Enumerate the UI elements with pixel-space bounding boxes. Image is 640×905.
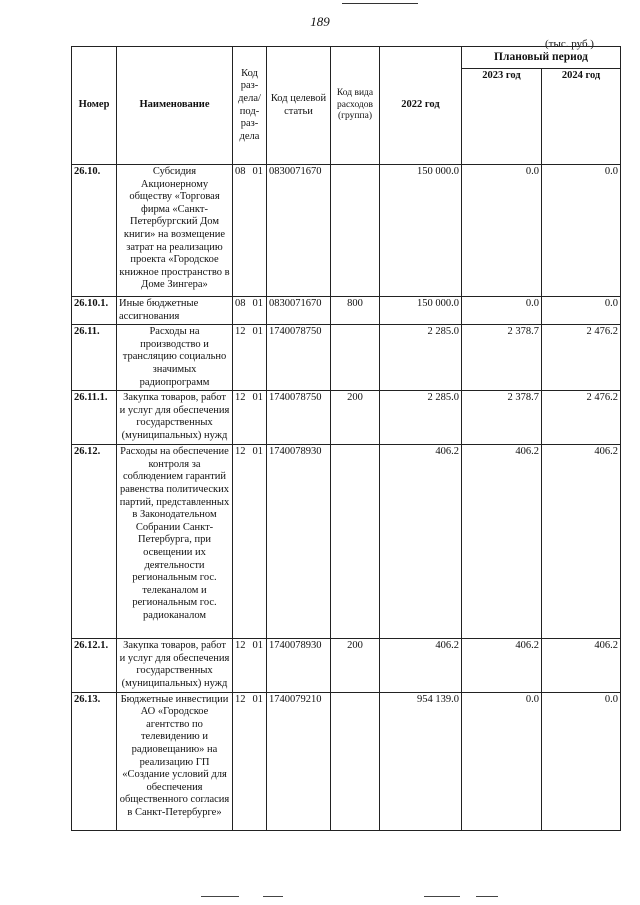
footer-rule	[476, 896, 498, 897]
row-expense-group	[331, 692, 380, 830]
row-amount-2024: 0.0	[542, 165, 621, 297]
row-amount-2022: 406.2	[380, 639, 462, 692]
footer-rule	[201, 896, 239, 897]
row-target-code: 1740078750	[267, 391, 331, 445]
table-row	[72, 692, 621, 830]
row-target-code: 0830071670	[267, 297, 331, 325]
row-section: 08	[235, 166, 246, 177]
header-year-2023: 2023 год	[462, 69, 542, 165]
header-number: Номер	[72, 47, 117, 165]
header-name: Наименование	[117, 47, 233, 165]
row-amount-2023: 2 378.7	[462, 325, 542, 391]
top-rule	[342, 3, 418, 4]
budget-table	[71, 46, 621, 831]
row-subsection: 01	[252, 392, 263, 404]
row-expense-group	[331, 165, 380, 297]
header-year-2022: 2022 год	[380, 47, 462, 165]
table-row	[72, 325, 621, 391]
row-number: 26.12.	[72, 445, 117, 639]
row-amount-2024: 0.0	[542, 297, 621, 325]
row-amount-2024: 406.2	[542, 445, 621, 639]
row-subsection: 01	[252, 693, 263, 705]
header-planned-period: Плановый период	[462, 47, 621, 69]
row-expense-group	[331, 325, 380, 391]
row-expense-group: 200	[331, 639, 380, 692]
table-row	[72, 639, 621, 692]
row-section-code	[233, 325, 267, 391]
header-expense-type: Код вида расходов (группа)	[331, 47, 380, 165]
row-amount-2022: 2 285.0	[380, 391, 462, 445]
row-subsection: 01	[252, 446, 263, 458]
row-amount-2023: 406.2	[462, 445, 542, 639]
row-expense-group	[331, 445, 380, 639]
row-subsection: 01	[252, 326, 263, 338]
row-target-code: 1740078750	[267, 325, 331, 391]
row-name: Иные бюджетные ассигнования	[117, 297, 233, 325]
row-name: Закупка товаров, работ и услуг для обеспечения государственных (муниципальных) нужд	[117, 391, 233, 445]
header-year-2024: 2024 год	[542, 69, 621, 165]
row-target-code: 1740079210	[267, 692, 331, 830]
row-number: 26.11.	[72, 325, 117, 391]
row-amount-2024: 2 476.2	[542, 391, 621, 445]
row-number: 26.13.	[72, 692, 117, 830]
row-expense-group: 800	[331, 297, 380, 325]
row-section: 12	[235, 446, 246, 458]
row-subsection: 01	[252, 640, 263, 652]
page-number: 189	[310, 14, 330, 29]
footer-rule	[424, 896, 460, 897]
row-number: 26.11.1.	[72, 391, 117, 445]
row-amount-2023: 2 378.7	[462, 391, 542, 445]
row-name: Расходы на производство и трансляцию социально значимых радиопрограмм	[117, 325, 233, 391]
row-amount-2022: 2 285.0	[380, 325, 462, 391]
table-row	[72, 165, 621, 297]
row-amount-2024: 406.2	[542, 639, 621, 692]
row-subsection: 01	[252, 166, 263, 177]
row-section-code	[233, 297, 267, 325]
row-section: 12	[235, 693, 246, 705]
unit-label: (тыс. руб.)	[545, 38, 594, 50]
table-row	[72, 297, 621, 325]
row-section-code	[233, 165, 267, 297]
row-number: 26.12.1.	[72, 639, 117, 692]
row-target-code: 1740078930	[267, 445, 331, 639]
row-section: 12	[235, 640, 246, 652]
row-number: 26.10.1.	[72, 297, 117, 325]
row-name: Бюджетные инвестиции АО «Городское агентство по телевидению и радиовещанию» на реализацию ГП «Создание условий для обеспечения общественного согласия в Санкт-Петербурге»	[117, 692, 233, 830]
row-subsection: 01	[252, 298, 263, 309]
row-section: 12	[235, 326, 246, 338]
row-number: 26.10.	[72, 165, 117, 297]
row-amount-2023: 0.0	[462, 165, 542, 297]
row-section: 12	[235, 392, 246, 404]
table-row	[72, 445, 621, 639]
row-target-code: 1740078930	[267, 639, 331, 692]
row-section-code	[233, 692, 267, 830]
row-amount-2022: 150 000.0	[380, 297, 462, 325]
header-section: Код раз-дела/ под-раз-дела	[233, 47, 267, 165]
row-name: Субсидия Акционерному обществу «Торговая фирма «Санкт-Петербургский Дом книги» на возмещение затрат на реализацию проекта «Городское книжное пространство в Доме Зингера»	[117, 165, 233, 297]
row-amount-2022: 954 139.0	[380, 692, 462, 830]
row-target-code: 0830071670	[267, 165, 331, 297]
header-target: Код целевой статьи	[267, 47, 331, 165]
row-amount-2022: 150 000.0	[380, 165, 462, 297]
footer-rule	[263, 896, 283, 897]
row-amount-2024: 2 476.2	[542, 325, 621, 391]
row-section-code	[233, 445, 267, 639]
row-expense-group: 200	[331, 391, 380, 445]
row-section: 08	[235, 298, 246, 309]
row-name: Расходы на обеспечение контроля за соблюдением гарантий равенства политических партий, представленных в Законодательном Собрании Санкт-Петербурга, при освещении их деятельности региональным гос. телеканалом и региональным гос. радиоканалом	[117, 445, 233, 639]
row-amount-2023: 0.0	[462, 297, 542, 325]
row-section-code	[233, 391, 267, 445]
row-amount-2023: 406.2	[462, 639, 542, 692]
row-amount-2024: 0.0	[542, 692, 621, 830]
table-row	[72, 391, 621, 445]
row-section-code	[233, 639, 267, 692]
row-name: Закупка товаров, работ и услуг для обеспечения государственных (муниципальных) нужд	[117, 639, 233, 692]
row-amount-2023: 0.0	[462, 692, 542, 830]
row-amount-2022: 406.2	[380, 445, 462, 639]
